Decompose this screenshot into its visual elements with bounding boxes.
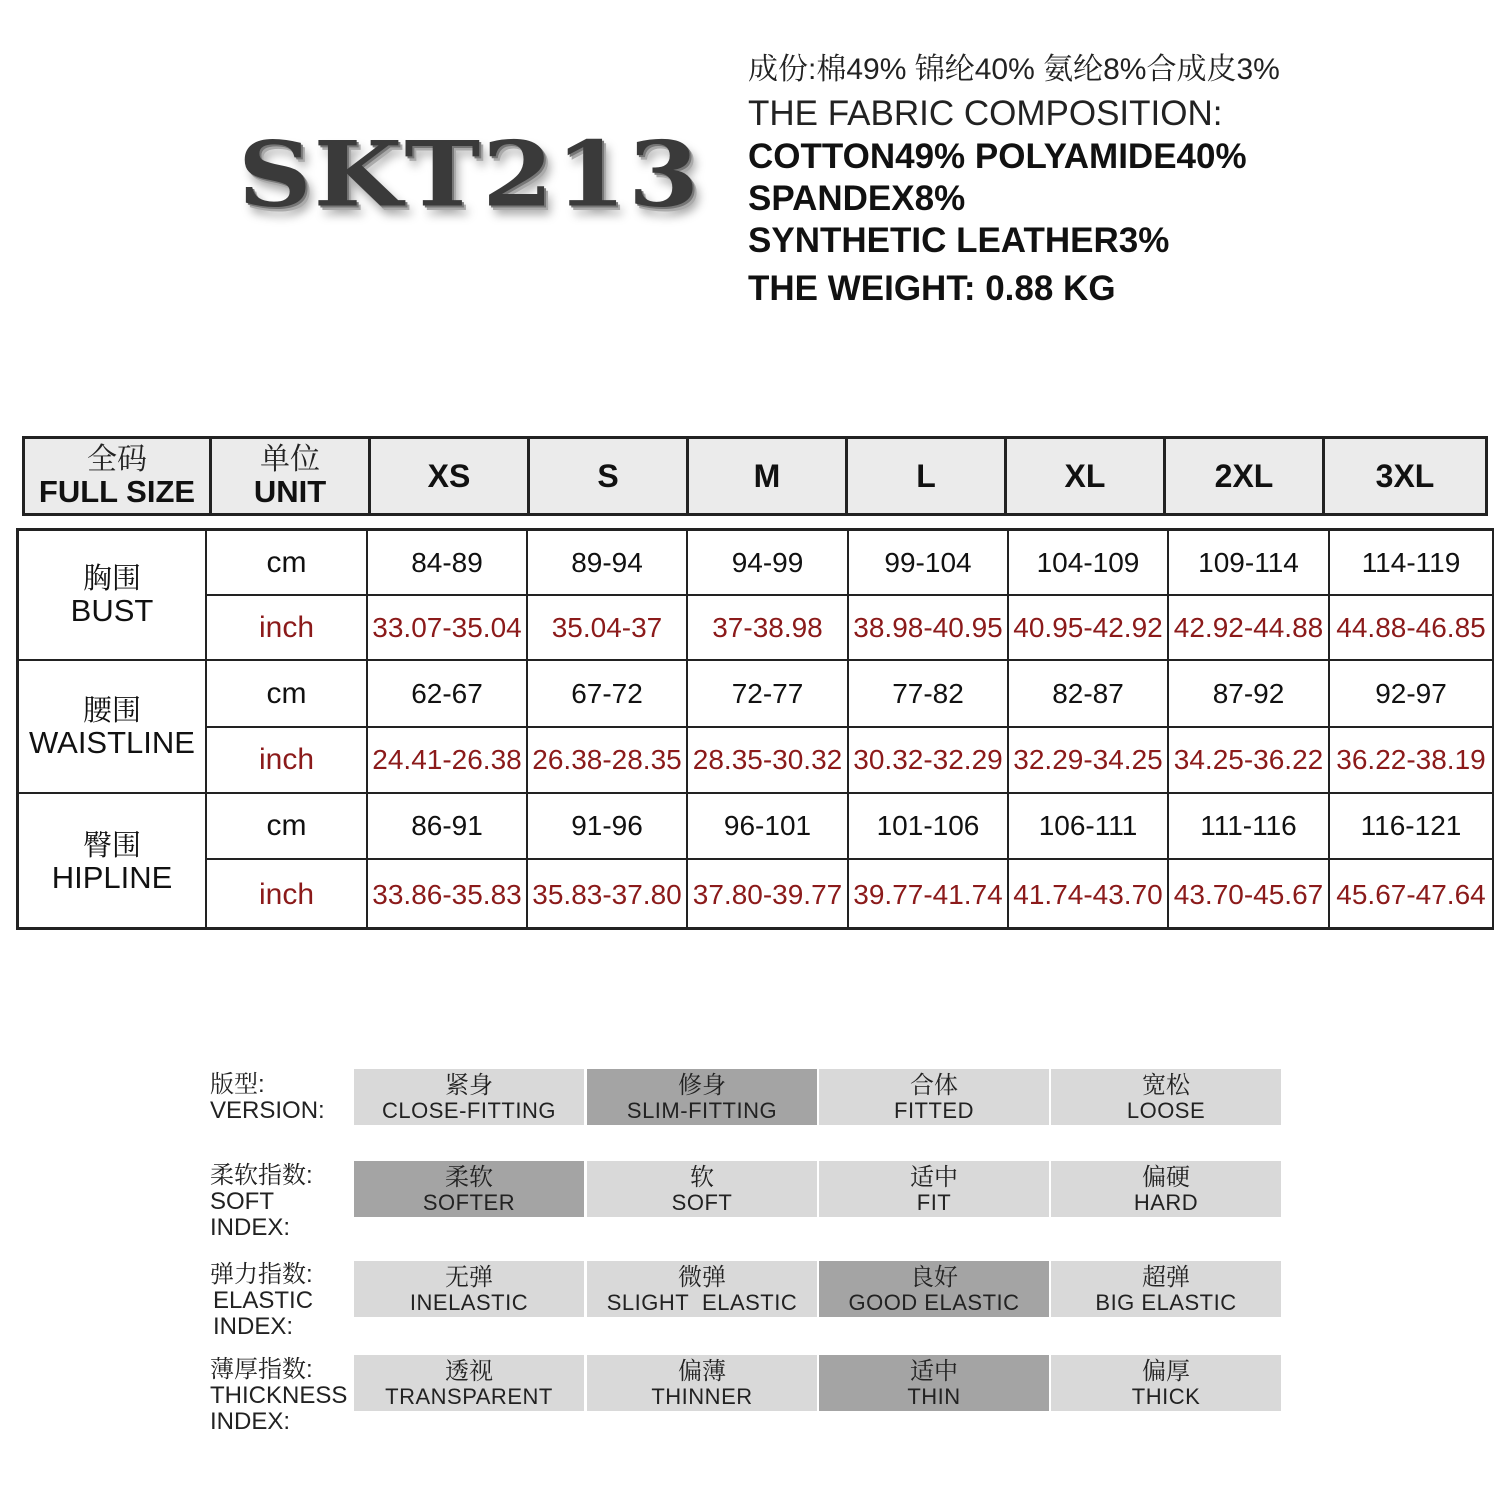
row-label-cn: 胸围 [82, 563, 141, 595]
inch-value: 26.38-28.35 [528, 728, 688, 794]
elastic-option-slight [587, 1261, 817, 1317]
row-label-en: WAISTLINE [29, 724, 195, 760]
cm-value: 99-104 [849, 531, 1009, 596]
version-option-loose [1051, 1069, 1281, 1125]
cm-value: 101-106 [849, 794, 1009, 860]
composition-cn: 成份:棉49% 锦纶40% 氨纶8%合成皮3% [748, 53, 1280, 86]
header-unit-cn: 单位 [260, 443, 320, 476]
inch-value: 38.98-40.95 [849, 596, 1009, 661]
inch-value: 43.70-45.67 [1169, 860, 1330, 930]
option-cn: 偏厚 [1142, 1357, 1190, 1385]
option-en: SLIGHT ELASTIC [606, 1289, 798, 1315]
version-option-fitted [819, 1069, 1049, 1125]
option-en: BIG ELASTIC [1095, 1289, 1237, 1315]
cm-value: 94-99 [688, 531, 849, 596]
size-label: 3XL [1375, 457, 1435, 494]
product-code-logo: SKT213 [238, 122, 702, 228]
composition-line: SYNTHETIC LEATHER3% [748, 221, 1170, 260]
cm-value: 109-114 [1169, 531, 1330, 596]
row-label-waistline [19, 661, 207, 794]
index-label-cn: 柔软指数: [210, 1162, 313, 1189]
option-cn: 软 [690, 1163, 714, 1191]
cm-value: 91-96 [528, 794, 688, 860]
index-label-en: THICKNESS [210, 1382, 348, 1409]
inch-value: 37-38.98 [688, 596, 849, 661]
inch-value: 28.35-30.32 [688, 728, 849, 794]
cm-value: 96-101 [688, 794, 849, 860]
size-label: XL [1064, 457, 1106, 494]
row-label-cn: 腰围 [82, 694, 141, 727]
unit-cm: cm [207, 794, 368, 860]
inch-value: 33.07-35.04 [368, 596, 528, 661]
option-en: SOFTER [422, 1189, 516, 1215]
version-option-close-fitting [354, 1069, 584, 1125]
option-cn: 偏硬 [1142, 1163, 1190, 1191]
index-label-cn: 版型: [210, 1071, 265, 1098]
cm-value: 77-82 [849, 661, 1009, 728]
option-en: THICK [1131, 1383, 1201, 1409]
header-full-size [22, 436, 212, 516]
unit-inch: inch [207, 728, 368, 794]
option-cn: 偏薄 [678, 1357, 726, 1385]
option-cn: 紧身 [445, 1071, 493, 1099]
inch-value: 45.67-47.64 [1330, 860, 1494, 930]
row-label-hipline [19, 794, 207, 930]
cm-value: 87-92 [1169, 661, 1330, 728]
option-en: GOOD ELASTIC [848, 1289, 1020, 1315]
row-label-bust [19, 531, 207, 661]
option-en: THINNER [651, 1383, 753, 1409]
unit-cm: cm [207, 531, 368, 596]
unit-inch: inch [207, 860, 368, 930]
index-label-soft [210, 1163, 313, 1241]
option-cn: 适中 [910, 1163, 958, 1191]
size-label: L [916, 457, 936, 494]
option-cn: 宽松 [1142, 1071, 1190, 1099]
size-label: 2XL [1214, 457, 1274, 494]
inch-value: 37.80-39.77 [688, 860, 849, 930]
option-en: INELASTIC [409, 1289, 529, 1315]
version-option-slim-fitting [587, 1069, 817, 1125]
unit-cm: cm [207, 661, 368, 728]
option-en: SLIM-FITTING [626, 1097, 778, 1123]
row-label-en: HIPLINE [51, 860, 173, 895]
inch-value: 33.86-35.83 [368, 860, 528, 930]
inch-value: 35.83-37.80 [528, 860, 688, 930]
option-en: CLOSE-FITTING [382, 1097, 556, 1123]
inch-value: 39.77-41.74 [849, 860, 1009, 930]
option-cn: 合体 [910, 1071, 958, 1099]
cm-value: 82-87 [1009, 661, 1169, 728]
inch-value: 32.29-34.25 [1009, 728, 1169, 794]
option-cn: 透视 [445, 1357, 493, 1385]
option-cn: 修身 [678, 1071, 726, 1099]
option-cn: 适中 [910, 1357, 958, 1385]
index-label-cn: 薄厚指数: [210, 1356, 313, 1383]
option-en: SOFT [671, 1189, 733, 1215]
inch-value: 35.04-37 [528, 596, 688, 661]
thickness-option-transparent [354, 1355, 584, 1411]
cm-value: 86-91 [368, 794, 528, 860]
option-en: FITTED [894, 1097, 974, 1123]
cm-value: 92-97 [1330, 661, 1494, 728]
size-label: S [597, 457, 619, 494]
header-size-xs [368, 436, 530, 516]
header-full-size-en: FULL SIZE [38, 474, 196, 509]
index-label-en: INDEX: [210, 1408, 291, 1435]
inch-value: 34.25-36.22 [1169, 728, 1330, 794]
index-label-en: VERSION: [210, 1097, 325, 1124]
index-label-cn: 弹力指数: [210, 1261, 313, 1288]
header-size-s [527, 436, 689, 516]
composition-title: THE FABRIC COMPOSITION: [748, 94, 1223, 133]
index-label-en: ELASTIC [213, 1287, 314, 1314]
inch-value: 41.74-43.70 [1009, 860, 1169, 930]
cm-value: 114-119 [1330, 531, 1494, 596]
index-label-elastic [210, 1262, 313, 1340]
weight-text: THE WEIGHT: 0.88 KG [748, 269, 1116, 308]
inch-value: 40.95-42.92 [1009, 596, 1169, 661]
header-full-size-cn: 全码 [87, 443, 147, 476]
cm-value: 62-67 [368, 661, 528, 728]
thickness-option-thin [819, 1355, 1049, 1411]
soft-option-fit [819, 1161, 1049, 1217]
cm-value: 106-111 [1009, 794, 1169, 860]
header-unit [209, 436, 371, 516]
row-label-cn: 臀围 [82, 830, 141, 862]
cm-value: 67-72 [528, 661, 688, 728]
option-cn: 微弹 [678, 1263, 726, 1291]
option-en: LOOSE [1126, 1097, 1206, 1123]
thickness-option-thinner [587, 1355, 817, 1411]
elastic-option-inelastic [354, 1261, 584, 1317]
header-size-l [845, 436, 1007, 516]
thickness-option-thick [1051, 1355, 1281, 1411]
soft-option-soft [587, 1161, 817, 1217]
size-table [16, 436, 1500, 930]
cm-value: 111-116 [1169, 794, 1330, 860]
row-label-en: BUST [70, 593, 154, 628]
index-label-en: INDEX: [213, 1313, 294, 1340]
header-unit-en: UNIT [253, 474, 327, 509]
soft-option-softer [354, 1161, 584, 1217]
header-size-xl [1004, 436, 1166, 516]
soft-option-hard [1051, 1161, 1281, 1217]
size-label: XS [427, 457, 471, 494]
inch-value: 42.92-44.88 [1169, 596, 1330, 661]
inch-value: 30.32-32.29 [849, 728, 1009, 794]
unit-inch: inch [207, 596, 368, 661]
option-en: THIN [907, 1383, 961, 1409]
header-size-m [686, 436, 848, 516]
size-table-body [16, 528, 1494, 930]
option-en: TRANSPARENT [385, 1383, 553, 1409]
composition-line: COTTON49% POLYAMIDE40% [748, 137, 1247, 176]
index-label-version [210, 1072, 325, 1124]
cm-value: 104-109 [1009, 531, 1169, 596]
header-size-3xl [1322, 436, 1488, 516]
option-cn: 柔软 [445, 1163, 493, 1191]
index-label-thickness [210, 1357, 347, 1435]
header-size-2xl [1163, 436, 1325, 516]
elastic-option-big [1051, 1261, 1281, 1317]
cm-value: 72-77 [688, 661, 849, 728]
inch-value: 24.41-26.38 [368, 728, 528, 794]
elastic-option-good [819, 1261, 1049, 1317]
option-en: FIT [916, 1189, 952, 1215]
inch-value: 44.88-46.85 [1330, 596, 1494, 661]
option-cn: 无弹 [445, 1263, 493, 1291]
index-label-en: INDEX: [210, 1214, 291, 1241]
cm-value: 116-121 [1330, 794, 1494, 860]
option-cn: 良好 [910, 1263, 958, 1291]
index-label-en: SOFT [210, 1188, 274, 1215]
option-en: HARD [1133, 1189, 1199, 1215]
fabric-info [748, 50, 1468, 310]
size-label: M [753, 457, 781, 494]
cm-value: 89-94 [528, 531, 688, 596]
composition-line: SPANDEX8% [748, 179, 966, 218]
cm-value: 84-89 [368, 531, 528, 596]
option-cn: 超弹 [1142, 1263, 1190, 1291]
inch-value: 36.22-38.19 [1330, 728, 1494, 794]
